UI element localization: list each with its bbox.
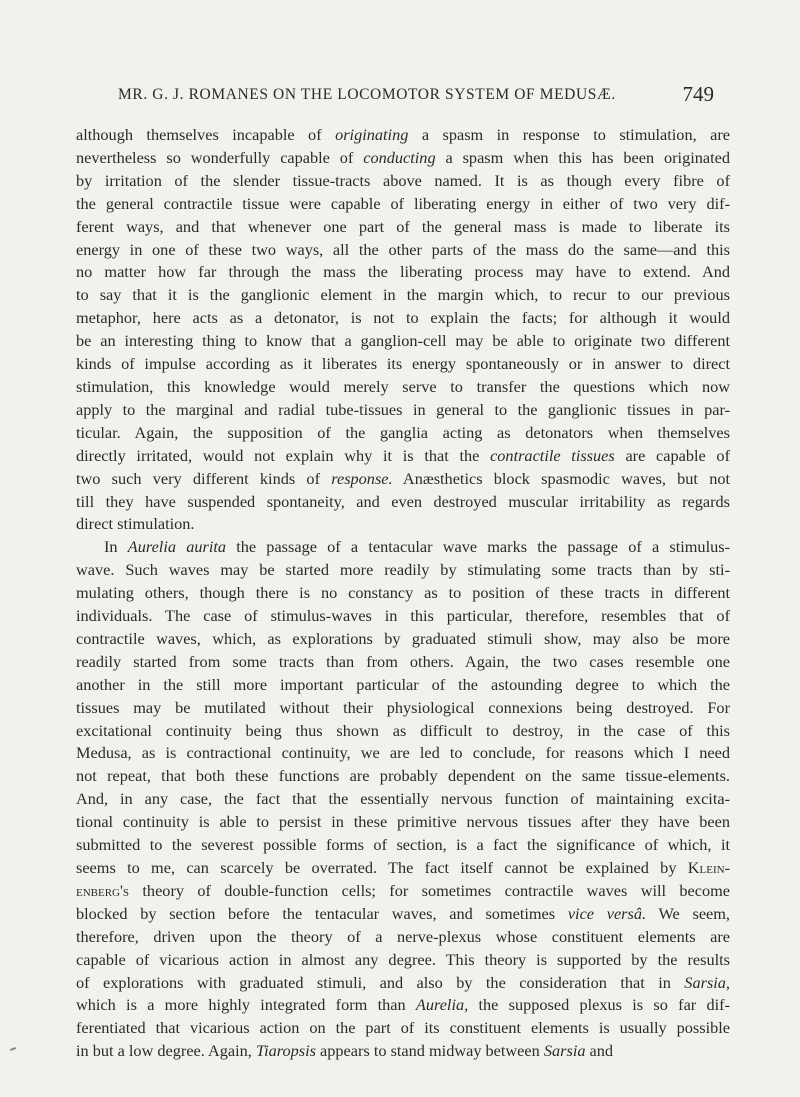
running-header [118, 82, 714, 106]
text-line: another in the still more important particular of the astounding degree to which the [76, 674, 730, 694]
text-line: ticular. Again, the supposition of the ganglia acting as detonators when themselves [76, 422, 730, 442]
text-line: although themselves incapable of originating a spasm in response to stimulation, are [76, 125, 730, 144]
page-number: 749 [682, 82, 714, 106]
running-title: MR. G. J. ROMANES ON THE LOCOMOTOR SYSTEM OF MEDUSÆ. [118, 86, 616, 103]
text-line: metaphor, here acts as a detonator, is not to explain the facts; for although it would [76, 308, 730, 328]
text-line: ferentiated that vicarious action on the part of its constituent elements is usually possible [76, 1018, 730, 1038]
text-line: mulating others, though there is no constancy as to position of these tracts in different [76, 583, 730, 603]
text-line: of explorations with graduated stimuli, and also by the consideration that in Sarsia, [76, 972, 730, 992]
text-line: And, in any case, the fact that the essentially nervous function of maintaining excita- [76, 789, 730, 809]
text-line: two such very different kinds of response. Anæsthetics block spasmodic waves, but not [76, 468, 730, 488]
text-line: in but a low degree. Again, Tiaropsis appears to stand midway between Sarsia and [76, 1041, 614, 1061]
body-text [76, 124, 730, 1063]
margin-mark [10, 1047, 16, 1051]
text-line: by irritation of the slender tissue-tracts above named. It is as though every fibre of [76, 170, 730, 190]
text-line: ferent ways, and that whenever one part of the general mass is made to liberate its [76, 216, 730, 236]
text-line: readily started from some tracts than from others. Again, the two cases resemble one [76, 651, 730, 671]
text-line: directly irritated, would not explain why it is that the contractile tissues are capable of [76, 445, 730, 465]
text-line: apply to the marginal and radial tube-tissues in general to the ganglionic tissues in par- [76, 399, 730, 419]
text-line: therefore, driven upon the theory of a nerve-plexus whose constituent elements are [76, 926, 730, 946]
text-line: energy in one of these two ways, all the other parts of the mass do the same—and this [76, 239, 730, 259]
text-line: capable of vicarious action in almost any degree. This theory is supported by the results [76, 949, 730, 969]
text-line: enberg's theory of double-function cells; for sometimes contractile waves will become [76, 880, 730, 900]
text-line: submitted to the severest possible forms of section, is a fact the significance of which, it [76, 835, 730, 855]
text-line: till they have suspended spontaneity, and even destroyed muscular irritability as regards [76, 491, 730, 511]
text-line: seems to me, can scarcely be overrated. The fact itself cannot be explained by Klein- [76, 858, 730, 877]
paragraph-1 [76, 124, 730, 536]
text-line: which is a more highly integrated form than Aurelia, the supposed plexus is so far dif- [76, 995, 730, 1015]
text-line: stimulation, this knowledge would merely serve to transfer the questions which now [76, 376, 730, 396]
text-line: excitational continuity being thus shown as difficult to destroy, in the case of this [76, 720, 730, 740]
text-line: be an interesting thing to know that a ganglion-cell may be able to originate two different [76, 331, 730, 351]
paragraph-2 [76, 536, 730, 1063]
text-line: direct stimulation. [76, 514, 195, 534]
text-line: blocked by section before the tentacular waves, and sometimes vice versâ. We seem, [76, 903, 731, 923]
text-line: nevertheless so wonderfully capable of conducting a spasm when this has been originated [76, 147, 730, 167]
text-line: kinds of impulse according as it liberates its energy spontaneously or in answer to direct [76, 354, 730, 374]
text-line: contractile waves, which, as explorations by graduated stimuli show, may also be more [76, 628, 730, 648]
text-line: tissues may be mutilated without their physiological connexions being destroyed. For [76, 697, 730, 717]
text-line: wave. Such waves may be started more readily by stimulating some tracts than by sti- [76, 560, 730, 580]
text-line: the general contractile tissue were capable of liberating energy in either of two very dif- [76, 193, 730, 213]
text-line: tional continuity is able to persist in these primitive nervous tissues after they have been [76, 812, 730, 832]
text-line: individuals. The case of stimulus-waves in this particular, therefore, resembles that of [76, 606, 730, 626]
text-line: not repeat, that both these functions are probably dependent on the same tissue-elements. [76, 766, 730, 786]
text-line: no matter how far through the mass the liberating process may have to extend. And [76, 262, 730, 282]
text-line: to say that it is the ganglionic element in the margin which, to recur to our previous [76, 285, 730, 305]
text-line: In Aurelia aurita the passage of a tentacular wave marks the passage of a stimulus- [104, 537, 730, 557]
text-line: Medusa, as is contractional continuity, we are led to conclude, for reasons which I need [76, 743, 730, 763]
